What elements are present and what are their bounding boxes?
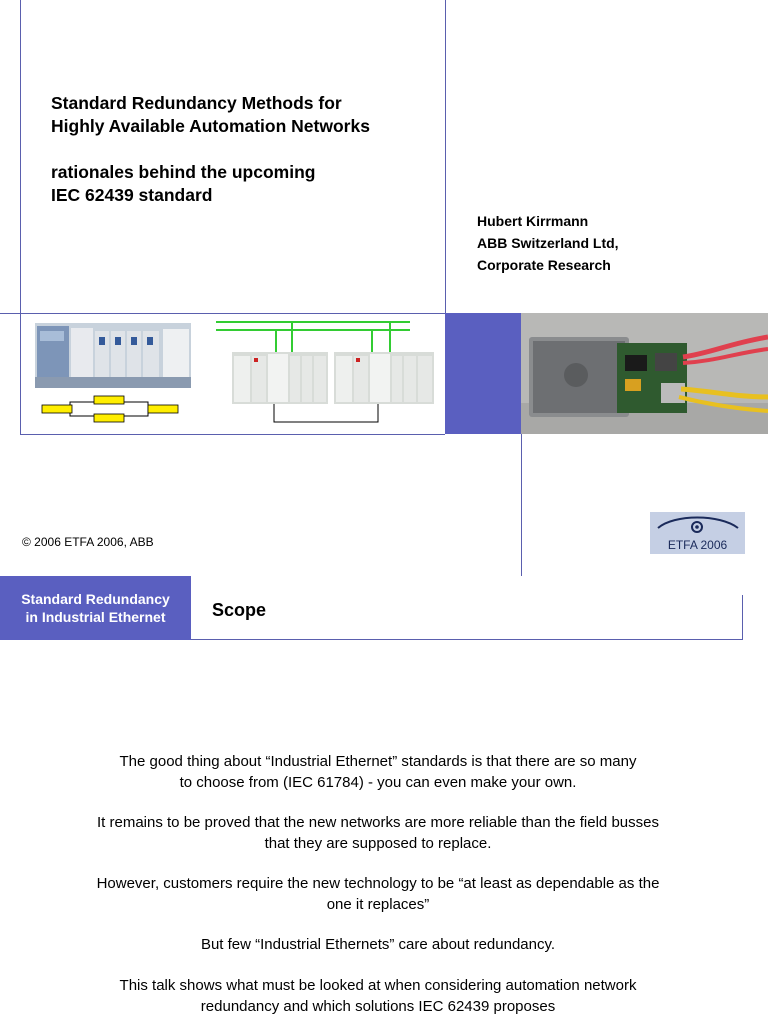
slide2-header-right-edge (742, 595, 743, 640)
author-block (477, 210, 619, 276)
slide-divider-vertical (445, 0, 446, 313)
paragraph-4-line-1: But few “Industrial Ethernets” care about redundancy. (200, 936, 556, 953)
switch-photo (35, 323, 191, 388)
paragraph-1-line-1: The good thing about “Industrial Ethernet” standards is that there are so many (119, 753, 637, 770)
photo-band-bottom-line (20, 434, 445, 435)
slide-divider-lower (521, 434, 522, 576)
network-controllers-diagram (214, 318, 438, 426)
paragraph-5-line-1: This talk shows what must be looked at when considering automation network (119, 977, 637, 994)
paragraph-1-line-2: to choose from (IEC 61784) - you can even make your own. (179, 774, 577, 791)
section-header-line-2: in Industrial Ethernet (25, 609, 166, 625)
etfa-logo (650, 512, 745, 554)
etfa-logo-text: ETFA 2006 (667, 538, 728, 552)
subtitle-line-2: IEC 62439 standard (51, 185, 213, 205)
slide-title (51, 92, 370, 207)
paragraph-2-line-2: that they are supposed to replace. (264, 835, 492, 852)
paragraph-5-line-2: redundancy and which solutions IEC 62439 proposes (200, 998, 556, 1015)
subtitle-line-1: rationales behind the upcoming (51, 162, 316, 182)
title-line-1: Standard Redundancy Methods for (51, 93, 342, 113)
paragraph-3 (40, 873, 716, 915)
network-card-photo (521, 313, 768, 434)
paragraph-4 (40, 934, 716, 955)
section-header-line-1: Standard Redundancy (21, 591, 170, 607)
slide-border-left (20, 0, 21, 435)
slide2-header-rule (191, 639, 743, 640)
author-org: ABB Switzerland Ltd, (477, 235, 619, 251)
slide-divider-horizontal (0, 313, 445, 314)
ring-diagram (40, 393, 182, 425)
slide2-title: Scope (212, 600, 267, 620)
paragraph-2-line-1: It remains to be proved that the new networks are more reliable than the field busses (97, 814, 659, 831)
section-header-box (0, 576, 191, 640)
paragraph-3-line-2: one it replaces” (326, 896, 430, 913)
author-dept: Corporate Research (477, 257, 611, 273)
paragraph-1 (40, 751, 716, 793)
copyright-text: © 2006 ETFA 2006, ABB (22, 535, 154, 549)
photo-accent-block (445, 313, 521, 434)
paragraph-2 (40, 812, 716, 854)
author-name: Hubert Kirrmann (477, 213, 589, 229)
paragraph-3-line-1: However, customers require the new technology to be “at least as dependable as the (96, 875, 660, 892)
title-line-2: Highly Available Automation Networks (51, 116, 370, 136)
paragraph-5 (40, 975, 716, 1017)
